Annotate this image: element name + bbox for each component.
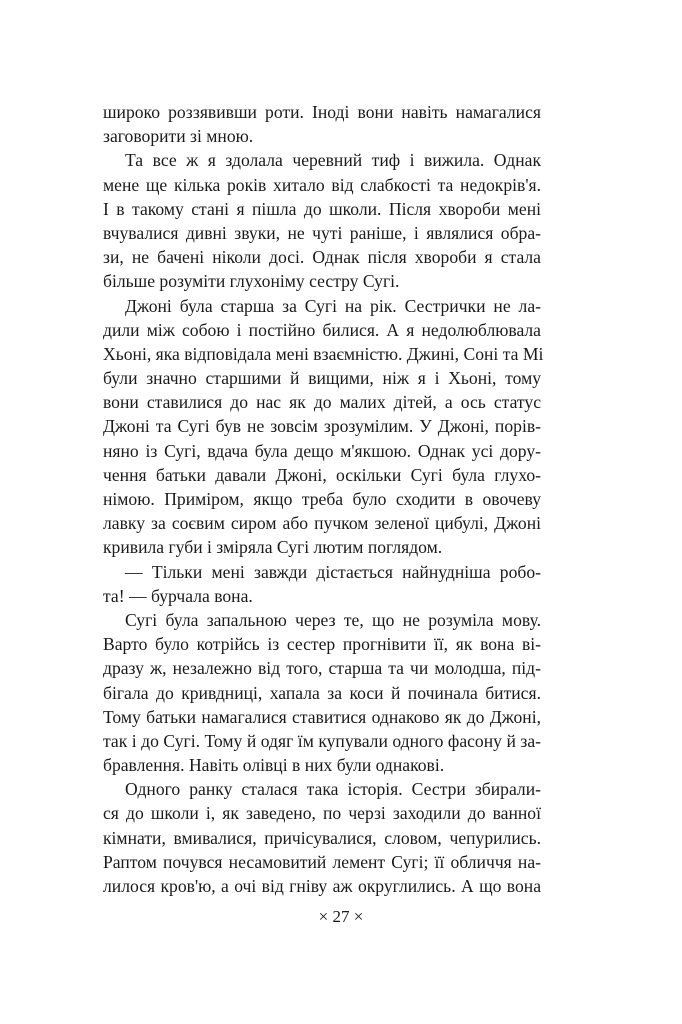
text-line: чення батьки давали Джоні, оскільки Сугі була глухо- [103,464,541,485]
text-line: — Тільки мені завжди дістається найнудніша робо- [125,561,541,582]
text-line: німою. Приміром, якщо треба було сходити в овочеву [103,489,541,509]
page-number: × 27 × [318,907,364,926]
text-line: І в такому стані я пішла до школи. Після хвороби мені [103,198,541,219]
text-line: мене ще кілька років хитало від слабкості та недокрів'я. [103,174,541,195]
page-body [103,100,544,898]
text-line: Варто було котрійсь із сестер прогнівити її, як вона ві- [103,634,541,655]
text-line: вчувалися дивні звуки, не чуті раніше, і являлися обра- [103,222,541,243]
text-line: широко роззявивши роти. Іноді вони навіть намагалися [103,102,541,122]
text-line: Сугі була запальною через те, що не розуміла мову. [125,609,541,630]
text-line: Джоні та Сугі був не зовсім зрозумілим. У Джоні, порів- [103,416,541,437]
text-line: дразу ж, незалежно від того, старша та чи молодша, під- [103,658,541,679]
text-line: були значно старшими й вищими, ніж я і Хьоні, тому [103,368,541,389]
text-line: бравлення. Навіть олівці в них були однакові. [103,755,445,776]
text-line: кривила губи і зміряла Сугі лютим поглядом. [103,537,443,558]
text-line: лилося кров'ю, а очі від гніву аж округлились. А що вона [103,876,541,896]
text-line: ся до школи і, як заведено, по черзі заходили до ванної [103,803,541,824]
text-line: вони ставилися до нас як до малих дітей, а ось статус [103,392,541,413]
text-line: Джоні була старша за Сугі на рік. Сестрички не ла- [125,295,541,316]
text-line: більше розуміти глухоніму сестру Сугі. [103,271,400,292]
text-line: та! — бурчала вона. [103,585,253,606]
text-line: Тому батьки намагалися ставитися однаково як до Джоні, [103,706,541,727]
text-line: так і до Сугі. Тому й одяг їм купували одного фасону й за- [103,730,541,751]
text-line: лавку за соєвим сиром або пучком зеленої цибулі, Джоні [103,513,541,534]
text-line: Хьоні, яка відповідала мені взаємністю. Джині, Соні та Мі [103,343,544,364]
text-line: Та все ж я здолала черевний тиф і вижила. Однак [125,150,541,171]
text-line: заговорити зі мною. [103,126,254,147]
text-line: Одного ранку сталася така історія. Сестри збирали- [125,779,541,800]
text-line: няно із Сугі, вдача була дещо м'якшою. Однак усі дору- [103,440,541,461]
text-line: кімнати, вмивалися, причісувалися, словом, чепурились. [103,827,541,848]
text-line: бігала до кривдниці, хапала за коси й починала битися. [103,682,541,703]
text-line: Раптом почувся несамовитий лемент Сугі; її обличчя на- [103,851,541,872]
text-line: зи, не бачені ніколи досі. Однак після хвороби я стала [103,247,541,268]
text-line: дили між собою і постійно билися. А я недолюблювала [103,319,541,340]
